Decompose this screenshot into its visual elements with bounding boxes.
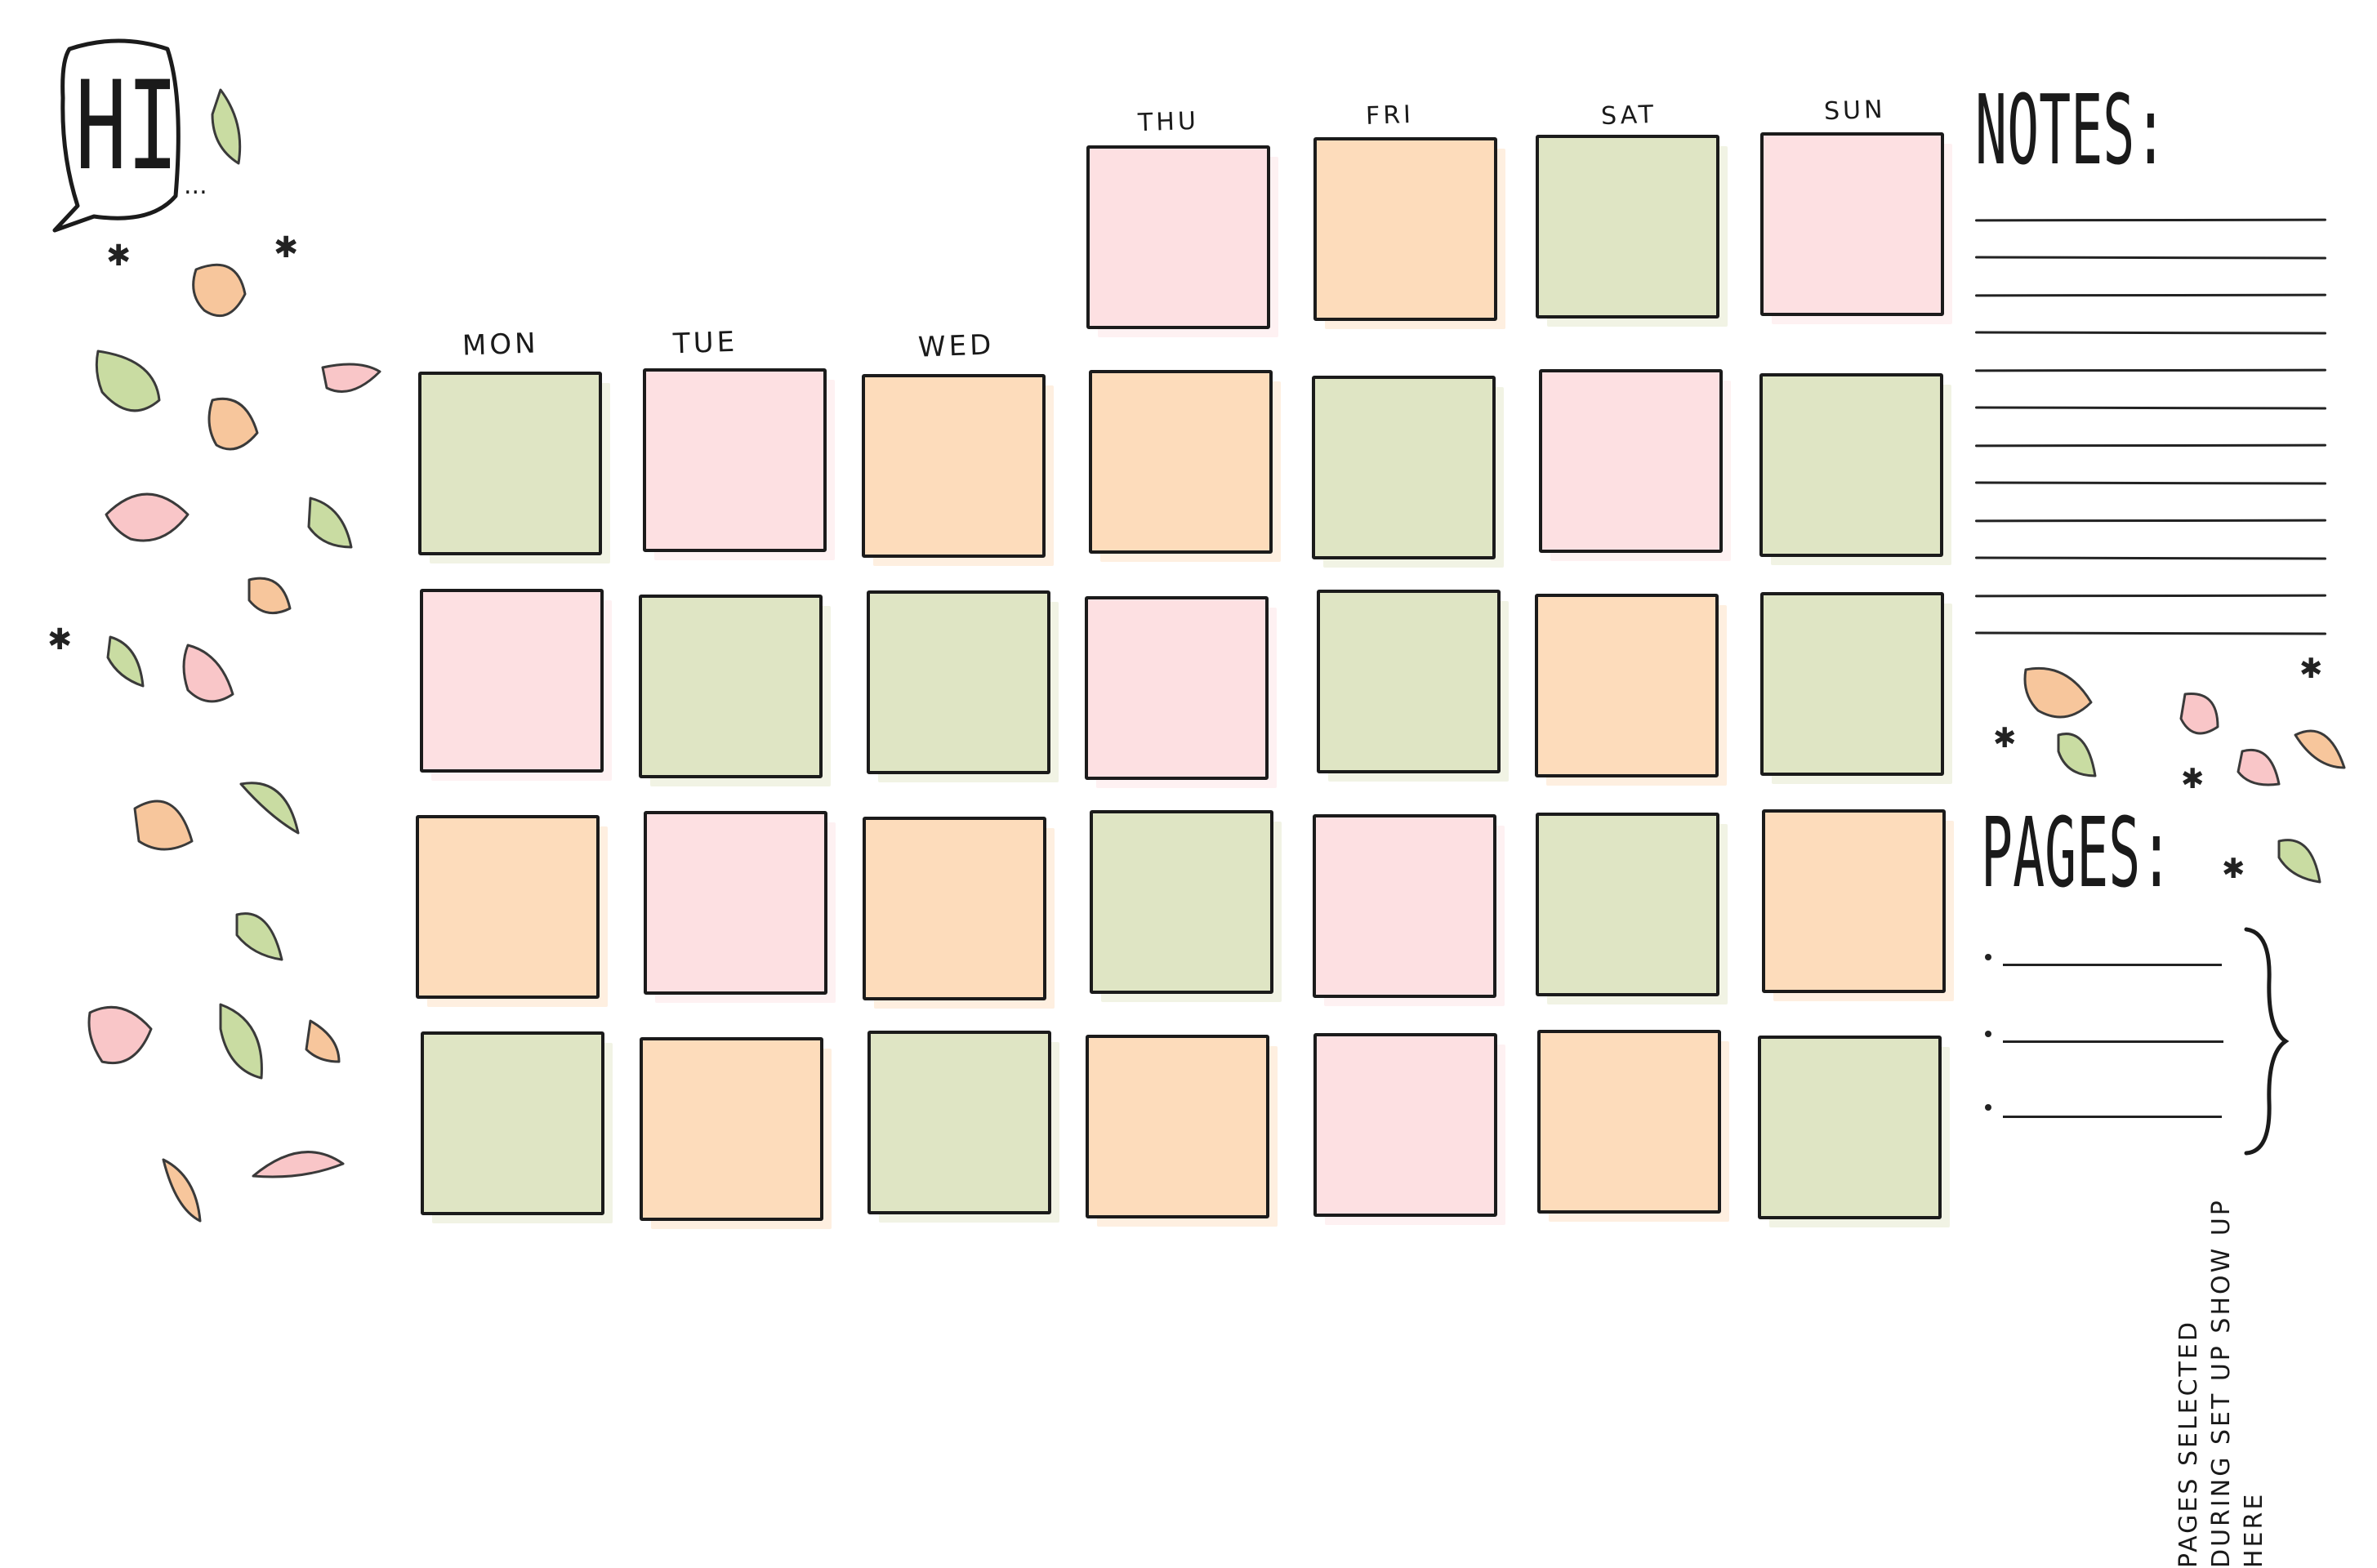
calendar-day-cell[interactable]: [1317, 590, 1501, 773]
star-icon: ✱: [274, 231, 299, 265]
leaf-icon: [2058, 734, 2095, 776]
calendar-day-cell[interactable]: [863, 817, 1046, 1000]
leaf-icon: [237, 914, 282, 960]
leaf-icon: [163, 1160, 200, 1221]
leaf-icon: [2025, 668, 2091, 717]
notes-title: NOTES:: [1975, 74, 2167, 186]
greeting-text: HI: [75, 56, 179, 198]
calendar-day-cell[interactable]: [1537, 1030, 1721, 1214]
leaf-icon: [135, 801, 192, 849]
leaf-icon: [194, 265, 245, 315]
notes-line: [1975, 406, 2326, 409]
page-slot-line: [2003, 964, 2222, 966]
notes-line: [1975, 219, 2326, 222]
calendar-day-cell[interactable]: [1313, 137, 1497, 321]
calendar-day-cell[interactable]: [416, 815, 600, 999]
leaf-icon: [89, 1007, 151, 1062]
calendar-day-cell[interactable]: [640, 1037, 823, 1221]
leaf-icon: [249, 578, 290, 612]
notes-line: [1975, 331, 2326, 334]
leaf-icon: [2295, 731, 2344, 768]
pages-note-line-1: PAGES SELECTED: [2174, 1320, 2203, 1568]
day-header-mon: MON: [462, 327, 540, 363]
leaf-icon: [212, 90, 240, 163]
page-bullet: [1985, 1104, 1991, 1111]
day-header-wed: WED: [917, 328, 995, 364]
star-icon: ✱: [2222, 853, 2245, 885]
day-header-tue: TUE: [672, 325, 738, 361]
notes-line: [1975, 481, 2326, 484]
notes-line: [1975, 519, 2326, 523]
leaf-icon: [2279, 840, 2320, 882]
pages-title: PAGES:: [1981, 796, 2173, 909]
star-icon: ✱: [106, 239, 132, 273]
page-bullet: [1985, 954, 1991, 960]
calendar-day-cell[interactable]: [1759, 373, 1943, 557]
calendar-day-cell[interactable]: [1758, 1036, 1942, 1219]
leaf-icon: [108, 637, 143, 686]
leaf-icon: [253, 1152, 343, 1177]
leaf-icon: [184, 645, 233, 702]
calendar-day-cell[interactable]: [1312, 376, 1496, 559]
leaf-icon: [306, 1021, 339, 1062]
calendar-day-cell[interactable]: [1090, 810, 1273, 994]
decorative-leaves-left: [0, 0, 392, 1337]
greeting-ellipsis: ...: [184, 172, 207, 200]
calendar-day-cell[interactable]: [862, 374, 1046, 558]
page-slot-line: [2003, 1040, 2223, 1043]
calendar-day-cell[interactable]: [1762, 809, 1946, 993]
notes-line: [1975, 631, 2326, 635]
pages-note-line-3: HERE: [2240, 1491, 2268, 1568]
leaf-icon: [309, 498, 351, 547]
calendar-day-cell[interactable]: [643, 368, 827, 552]
leaf-icon: [221, 1004, 261, 1078]
page-bullet: [1985, 1031, 1991, 1037]
calendar-day-cell[interactable]: [420, 589, 604, 773]
calendar-day-cell[interactable]: [1085, 596, 1269, 780]
leaf-icon: [241, 783, 298, 833]
calendar-day-cell[interactable]: [1536, 813, 1719, 996]
leaf-icon: [2181, 694, 2218, 734]
notes-line: [1975, 369, 2326, 372]
calendar-day-cell[interactable]: [1539, 369, 1723, 553]
notes-line: [1975, 294, 2326, 297]
notes-line: [1975, 556, 2326, 559]
calendar-day-cell[interactable]: [1313, 814, 1496, 998]
day-header-thu: THU: [1137, 106, 1200, 138]
curly-brace-icon: [2238, 923, 2295, 1160]
calendar-day-cell[interactable]: [418, 372, 602, 555]
calendar-day-cell[interactable]: [644, 811, 827, 995]
calendar-day-cell[interactable]: [1535, 594, 1719, 777]
calendar-day-cell[interactable]: [867, 590, 1050, 774]
star-icon: ✱: [2181, 763, 2205, 795]
calendar-day-cell[interactable]: [421, 1031, 604, 1215]
pages-note-line-2: DURING SET UP SHOW UP: [2207, 1198, 2236, 1568]
leaf-icon: [2238, 750, 2279, 785]
calendar-day-cell[interactable]: [1536, 135, 1719, 318]
calendar-day-cell[interactable]: [1760, 132, 1944, 316]
leaf-icon: [209, 399, 257, 449]
notes-line: [1975, 595, 2326, 598]
calendar-day-cell[interactable]: [867, 1031, 1051, 1214]
star-icon: ✱: [2299, 653, 2323, 685]
calendar-day-cell[interactable]: [1313, 1033, 1497, 1217]
calendar-day-cell[interactable]: [1086, 145, 1270, 329]
day-header-sun: SUN: [1823, 95, 1887, 127]
day-header-sat: SAT: [1600, 100, 1657, 131]
leaf-icon: [323, 364, 380, 392]
calendar-day-cell[interactable]: [1086, 1035, 1269, 1218]
star-icon: ✱: [1993, 722, 2017, 755]
day-header-fri: FRI: [1365, 100, 1415, 131]
page-slot-line: [2003, 1116, 2222, 1118]
calendar-day-cell[interactable]: [639, 595, 823, 778]
notes-line: [1975, 444, 2326, 448]
calendar-day-cell[interactable]: [1089, 370, 1273, 554]
notes-line: [1975, 256, 2326, 259]
leaf-icon: [96, 351, 159, 411]
star-icon: ✱: [47, 623, 73, 657]
calendar-day-cell[interactable]: [1760, 592, 1944, 776]
leaf-icon: [106, 494, 188, 541]
